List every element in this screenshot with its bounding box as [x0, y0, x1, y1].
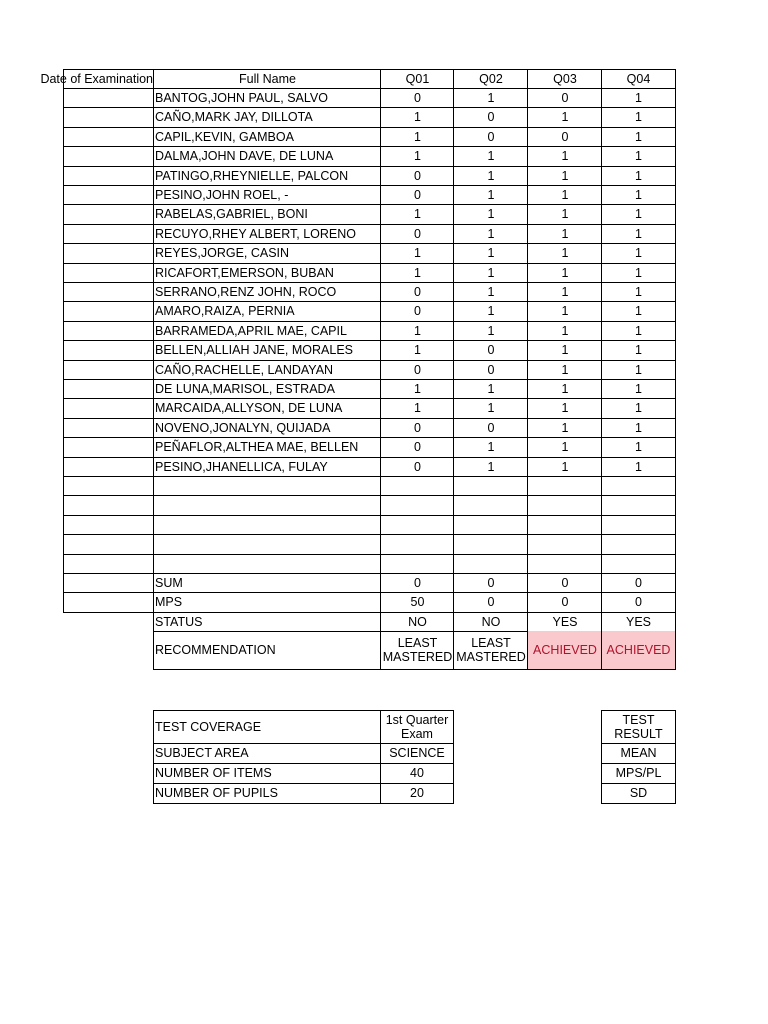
score-cell[interactable]: 1 — [453, 301, 528, 322]
score-cell[interactable]: 1 — [601, 437, 676, 458]
student-name[interactable]: RECUYO,RHEY ALBERT, LORENO — [153, 224, 381, 244]
score-cell[interactable]: 0 — [453, 127, 528, 147]
score-cell[interactable]: 1 — [453, 88, 528, 108]
status-label[interactable]: STATUS — [153, 612, 381, 632]
score-cell[interactable]: 0 — [380, 360, 454, 380]
score-cell[interactable]: 1 — [453, 398, 528, 419]
score-cell[interactable]: 0 — [380, 418, 454, 438]
date-cell[interactable] — [63, 166, 154, 186]
test-result-row[interactable]: MPS/PL — [601, 763, 676, 784]
student-name[interactable]: CAÑO,RACHELLE, LANDAYAN — [153, 360, 381, 380]
score-cell[interactable]: 1 — [601, 146, 676, 167]
score-cell[interactable]: 1 — [527, 185, 602, 205]
student-name[interactable]: REYES,JORGE, CASIN — [153, 243, 381, 264]
sum-row-value[interactable]: 0 — [527, 573, 602, 593]
empty-score-cell[interactable] — [601, 515, 676, 535]
student-name[interactable]: BARRAMEDA,APRIL MAE, CAPIL — [153, 321, 381, 341]
score-cell[interactable]: 1 — [601, 185, 676, 205]
empty-score-cell[interactable] — [453, 476, 528, 496]
test-coverage-value[interactable]: 1st Quarter Exam — [380, 710, 454, 744]
score-cell[interactable]: 1 — [453, 263, 528, 283]
recommendation-value[interactable]: ACHIEVED — [527, 631, 602, 670]
date-cell[interactable] — [63, 360, 154, 380]
mps-row-value[interactable]: 0 — [527, 592, 602, 613]
score-cell[interactable]: 1 — [601, 204, 676, 225]
status-value[interactable]: YES — [601, 612, 676, 632]
empty-score-cell[interactable] — [380, 515, 454, 535]
student-name[interactable]: PESINO,JHANELLICA, FULAY — [153, 457, 381, 477]
empty-name-cell[interactable] — [153, 554, 381, 574]
date-cell[interactable] — [63, 88, 154, 108]
empty-score-cell[interactable] — [601, 554, 676, 574]
sum-row-label[interactable]: SUM — [153, 573, 381, 593]
student-name[interactable]: PEÑAFLOR,ALTHEA MAE, BELLEN — [153, 437, 381, 458]
number-of-pupils-value[interactable]: 20 — [380, 783, 454, 804]
score-cell[interactable]: 1 — [453, 437, 528, 458]
score-cell[interactable]: 1 — [527, 301, 602, 322]
score-cell[interactable]: 1 — [380, 263, 454, 283]
score-cell[interactable]: 1 — [601, 127, 676, 147]
score-cell[interactable]: 1 — [453, 166, 528, 186]
student-name[interactable]: SERRANO,RENZ JOHN, ROCO — [153, 282, 381, 302]
score-cell[interactable]: 1 — [601, 88, 676, 108]
sum-row-value[interactable]: 0 — [601, 573, 676, 593]
date-cell[interactable] — [63, 592, 154, 613]
score-cell[interactable]: 1 — [601, 107, 676, 128]
score-cell[interactable]: 1 — [453, 224, 528, 244]
score-cell[interactable]: 1 — [453, 457, 528, 477]
score-cell[interactable]: 1 — [601, 166, 676, 186]
date-cell[interactable] — [63, 321, 154, 341]
date-cell[interactable] — [63, 107, 154, 128]
mps-row-label[interactable]: MPS — [153, 592, 381, 613]
empty-score-cell[interactable] — [601, 495, 676, 516]
status-value[interactable]: NO — [380, 612, 454, 632]
score-cell[interactable]: 0 — [527, 88, 602, 108]
score-cell[interactable]: 1 — [601, 224, 676, 244]
empty-score-cell[interactable] — [453, 534, 528, 555]
score-cell[interactable]: 1 — [453, 146, 528, 167]
empty-score-cell[interactable] — [527, 476, 602, 496]
score-cell[interactable]: 1 — [527, 398, 602, 419]
score-cell[interactable]: 1 — [380, 146, 454, 167]
recommendation-value[interactable]: ACHIEVED — [601, 631, 676, 670]
empty-score-cell[interactable] — [527, 495, 602, 516]
header-q1[interactable]: Q01 — [380, 69, 454, 89]
score-cell[interactable]: 1 — [527, 360, 602, 380]
score-cell[interactable]: 0 — [380, 301, 454, 322]
test-result-row[interactable]: MEAN — [601, 743, 676, 764]
empty-score-cell[interactable] — [453, 554, 528, 574]
score-cell[interactable]: 0 — [380, 282, 454, 302]
student-name[interactable]: RICAFORT,EMERSON, BUBAN — [153, 263, 381, 283]
subject-area-value[interactable]: SCIENCE — [380, 743, 454, 764]
student-name[interactable]: AMARO,RAIZA, PERNIA — [153, 301, 381, 322]
status-value[interactable]: NO — [453, 612, 528, 632]
score-cell[interactable]: 1 — [527, 243, 602, 264]
recommendation-label[interactable]: RECOMMENDATION — [153, 631, 381, 670]
empty-score-cell[interactable] — [527, 554, 602, 574]
status-value[interactable]: YES — [527, 612, 602, 632]
date-cell[interactable] — [63, 495, 154, 516]
header-date-of-examination[interactable]: Date of Examination — [63, 69, 154, 89]
score-cell[interactable]: 0 — [380, 185, 454, 205]
score-cell[interactable]: 0 — [380, 437, 454, 458]
score-cell[interactable]: 1 — [527, 146, 602, 167]
sum-row-value[interactable]: 0 — [453, 573, 528, 593]
empty-score-cell[interactable] — [380, 534, 454, 555]
score-cell[interactable]: 1 — [453, 185, 528, 205]
date-cell[interactable] — [63, 340, 154, 361]
score-cell[interactable]: 1 — [527, 263, 602, 283]
student-name[interactable]: PATINGO,RHEYNIELLE, PALCON — [153, 166, 381, 186]
score-cell[interactable]: 0 — [380, 88, 454, 108]
score-cell[interactable]: 0 — [380, 457, 454, 477]
header-full-name[interactable]: Full Name — [153, 69, 381, 89]
score-cell[interactable]: 1 — [380, 398, 454, 419]
student-name[interactable]: BANTOG,JOHN PAUL, SALVO — [153, 88, 381, 108]
date-cell[interactable] — [63, 476, 154, 496]
date-cell[interactable] — [63, 301, 154, 322]
date-cell[interactable] — [63, 573, 154, 593]
date-cell[interactable] — [63, 127, 154, 147]
mps-row-value[interactable]: 50 — [380, 592, 454, 613]
score-cell[interactable]: 0 — [453, 340, 528, 361]
score-cell[interactable]: 1 — [380, 204, 454, 225]
student-name[interactable]: MARCAIDA,ALLYSON, DE LUNA — [153, 398, 381, 419]
date-cell[interactable] — [63, 457, 154, 477]
score-cell[interactable]: 1 — [380, 243, 454, 264]
date-cell[interactable] — [63, 224, 154, 244]
date-cell[interactable] — [63, 204, 154, 225]
date-cell[interactable] — [63, 418, 154, 438]
empty-score-cell[interactable] — [527, 534, 602, 555]
score-cell[interactable]: 0 — [527, 127, 602, 147]
score-cell[interactable]: 1 — [453, 204, 528, 225]
score-cell[interactable]: 1 — [601, 360, 676, 380]
empty-score-cell[interactable] — [453, 495, 528, 516]
student-name[interactable]: PESINO,JOHN ROEL, - — [153, 185, 381, 205]
mps-row-value[interactable]: 0 — [453, 592, 528, 613]
score-cell[interactable]: 1 — [527, 321, 602, 341]
mps-row-value[interactable]: 0 — [601, 592, 676, 613]
empty-score-cell[interactable] — [601, 476, 676, 496]
empty-score-cell[interactable] — [601, 534, 676, 555]
header-q4[interactable]: Q04 — [601, 69, 676, 89]
score-cell[interactable]: 1 — [453, 379, 528, 399]
score-cell[interactable]: 0 — [453, 418, 528, 438]
student-name[interactable]: BELLEN,ALLIAH JANE, MORALES — [153, 340, 381, 361]
score-cell[interactable]: 1 — [380, 321, 454, 341]
score-cell[interactable]: 1 — [527, 457, 602, 477]
student-name[interactable]: DE LUNA,MARISOL, ESTRADA — [153, 379, 381, 399]
date-cell[interactable] — [63, 515, 154, 535]
empty-score-cell[interactable] — [380, 495, 454, 516]
score-cell[interactable]: 1 — [380, 340, 454, 361]
score-cell[interactable]: 0 — [453, 360, 528, 380]
score-cell[interactable]: 1 — [601, 282, 676, 302]
score-cell[interactable]: 1 — [453, 282, 528, 302]
date-cell[interactable] — [63, 282, 154, 302]
score-cell[interactable]: 1 — [601, 398, 676, 419]
score-cell[interactable]: 0 — [453, 107, 528, 128]
score-cell[interactable]: 1 — [527, 418, 602, 438]
score-cell[interactable]: 1 — [527, 437, 602, 458]
score-cell[interactable]: 1 — [380, 379, 454, 399]
date-cell[interactable] — [63, 534, 154, 555]
score-cell[interactable]: 1 — [527, 166, 602, 186]
score-cell[interactable]: 1 — [380, 127, 454, 147]
score-cell[interactable]: 1 — [527, 282, 602, 302]
score-cell[interactable]: 1 — [601, 301, 676, 322]
recommendation-value[interactable]: LEAST MASTERED — [453, 631, 528, 670]
date-cell[interactable] — [63, 437, 154, 458]
score-cell[interactable]: 0 — [380, 224, 454, 244]
header-q2[interactable]: Q02 — [453, 69, 528, 89]
date-cell[interactable] — [63, 263, 154, 283]
empty-score-cell[interactable] — [380, 476, 454, 496]
score-cell[interactable]: 1 — [601, 379, 676, 399]
number-of-pupils-label[interactable]: NUMBER OF PUPILS — [153, 783, 381, 804]
sum-row-value[interactable]: 0 — [380, 573, 454, 593]
score-cell[interactable]: 1 — [453, 321, 528, 341]
score-cell[interactable]: 1 — [527, 224, 602, 244]
score-cell[interactable]: 1 — [527, 204, 602, 225]
score-cell[interactable]: 1 — [527, 107, 602, 128]
date-cell[interactable] — [63, 243, 154, 264]
date-cell[interactable] — [63, 398, 154, 419]
score-cell[interactable]: 1 — [601, 418, 676, 438]
student-name[interactable]: NOVENO,JONALYN, QUIJADA — [153, 418, 381, 438]
empty-score-cell[interactable] — [380, 554, 454, 574]
score-cell[interactable]: 1 — [601, 321, 676, 341]
score-cell[interactable]: 1 — [601, 457, 676, 477]
score-cell[interactable]: 1 — [601, 263, 676, 283]
date-cell[interactable] — [63, 185, 154, 205]
empty-name-cell[interactable] — [153, 515, 381, 535]
empty-score-cell[interactable] — [453, 515, 528, 535]
score-cell[interactable]: 0 — [380, 166, 454, 186]
date-cell[interactable] — [63, 146, 154, 167]
student-name[interactable]: RABELAS,GABRIEL, BONI — [153, 204, 381, 225]
student-name[interactable]: CAPIL,KEVIN, GAMBOA — [153, 127, 381, 147]
empty-score-cell[interactable] — [527, 515, 602, 535]
date-cell[interactable] — [63, 554, 154, 574]
score-cell[interactable]: 1 — [380, 107, 454, 128]
score-cell[interactable]: 1 — [527, 340, 602, 361]
empty-name-cell[interactable] — [153, 534, 381, 555]
score-cell[interactable]: 1 — [453, 243, 528, 264]
number-of-items-label[interactable]: NUMBER OF ITEMS — [153, 763, 381, 784]
empty-name-cell[interactable] — [153, 476, 381, 496]
score-cell[interactable]: 1 — [601, 340, 676, 361]
number-of-items-value[interactable]: 40 — [380, 763, 454, 784]
recommendation-value[interactable]: LEAST MASTERED — [380, 631, 454, 670]
header-q3[interactable]: Q03 — [527, 69, 602, 89]
student-name[interactable]: DALMA,JOHN DAVE, DE LUNA — [153, 146, 381, 167]
test-result-row[interactable]: SD — [601, 783, 676, 804]
subject-area-label[interactable]: SUBJECT AREA — [153, 743, 381, 764]
student-name[interactable]: CAÑO,MARK JAY, DILLOTA — [153, 107, 381, 128]
empty-name-cell[interactable] — [153, 495, 381, 516]
date-cell[interactable] — [63, 379, 154, 399]
test-coverage-label[interactable]: TEST COVERAGE — [153, 710, 381, 744]
score-cell[interactable]: 1 — [601, 243, 676, 264]
score-cell[interactable]: 1 — [527, 379, 602, 399]
test-result-header[interactable]: TEST RESULT — [601, 710, 676, 744]
